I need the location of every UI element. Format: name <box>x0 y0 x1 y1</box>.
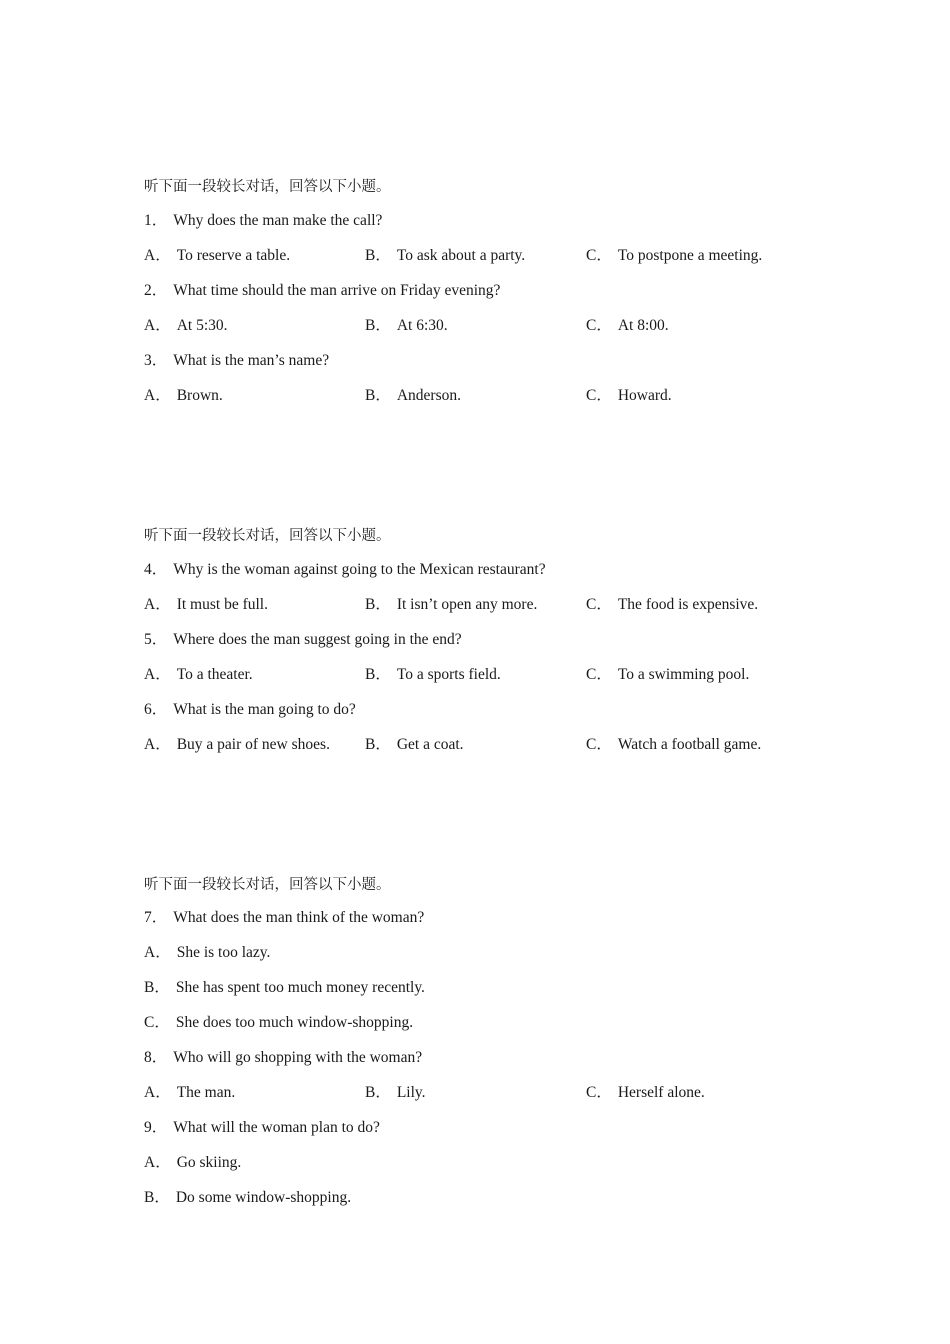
options-row-3 <box>144 385 824 407</box>
question-number: 2． <box>144 282 168 299</box>
question-number: 9． <box>144 1119 168 1136</box>
option-c: C． Watch a football game. <box>586 736 762 753</box>
options-row-1 <box>144 245 824 267</box>
option-b: B． To a sports field. <box>365 666 501 683</box>
option-a: A． To a theater. <box>144 666 253 683</box>
option-a: A． Go skiing. <box>144 1154 242 1171</box>
option-b: B． It isn’t open any more. <box>365 596 538 613</box>
option-b: B． Lily. <box>365 1084 426 1101</box>
options-row-5 <box>144 664 824 686</box>
option-b: B． To ask about a party. <box>365 247 526 264</box>
option-c: C． Herself alone. <box>586 1084 705 1101</box>
question-number: 8． <box>144 1049 168 1066</box>
option-b: B． Do some window-shopping. <box>144 1189 352 1206</box>
option-c: C． Howard. <box>586 387 672 404</box>
options-row-6 <box>144 734 824 756</box>
question-1 <box>144 210 382 232</box>
option-b: B． Anderson. <box>365 387 461 404</box>
option-b: B． At 6:30. <box>365 317 448 334</box>
options-row-8 <box>144 1082 824 1104</box>
options-row-4 <box>144 594 824 616</box>
question-text: What is the man’s name? <box>173 352 330 369</box>
question-number: 1． <box>144 212 168 229</box>
option-b: B． She has spent too much money recently. <box>144 979 425 996</box>
question-7 <box>144 907 424 929</box>
question-text: Who will go shopping with the woman? <box>173 1049 423 1066</box>
option-c: C． To a swimming pool. <box>586 666 750 683</box>
question-9 <box>144 1117 380 1139</box>
option-a: A． At 5:30. <box>144 317 228 334</box>
question-text: Where does the man suggest going in the end? <box>173 631 462 648</box>
question-5 <box>144 629 462 651</box>
question-text: What does the man think of the woman? <box>173 909 425 926</box>
question-number: 6． <box>144 701 168 718</box>
question-number: 4． <box>144 561 168 578</box>
question-text: What time should the man arrive on Friday evening? <box>173 282 501 299</box>
option-c: C． To postpone a meeting. <box>586 247 763 264</box>
question-text: What is the man going to do? <box>173 701 356 718</box>
option-a: A． She is too lazy. <box>144 944 271 961</box>
section-heading: 听下面一段较长对话，回答以下小题。 <box>144 877 391 893</box>
question-number: 3． <box>144 352 168 369</box>
question-number: 7． <box>144 909 168 926</box>
question-2 <box>144 280 500 302</box>
option-c: C． At 8:00. <box>586 317 669 334</box>
question-number: 5． <box>144 631 168 648</box>
option-a: A． The man. <box>144 1084 236 1101</box>
question-8 <box>144 1047 422 1069</box>
option-a: A． Brown. <box>144 387 223 404</box>
option-c: C． She does too much window-shopping. <box>144 1014 414 1031</box>
question-text: Why does the man make the call? <box>173 212 383 229</box>
section-heading: 听下面一段较长对话，回答以下小题。 <box>144 179 391 195</box>
option-a: A． It must be full. <box>144 596 268 613</box>
question-3 <box>144 350 329 372</box>
option-b: B． Get a coat. <box>365 736 464 753</box>
option-c: C． The food is expensive. <box>586 596 759 613</box>
question-text: What will the woman plan to do? <box>173 1119 380 1136</box>
question-6 <box>144 699 356 721</box>
option-a: A． To reserve a table. <box>144 247 291 264</box>
question-4 <box>144 559 546 581</box>
option-a: A． Buy a pair of new shoes. <box>144 736 330 753</box>
section-heading: 听下面一段较长对话，回答以下小题。 <box>144 528 391 544</box>
question-text: Why is the woman against going to the Mexican restaurant? <box>173 561 546 578</box>
options-row-2 <box>144 315 824 337</box>
